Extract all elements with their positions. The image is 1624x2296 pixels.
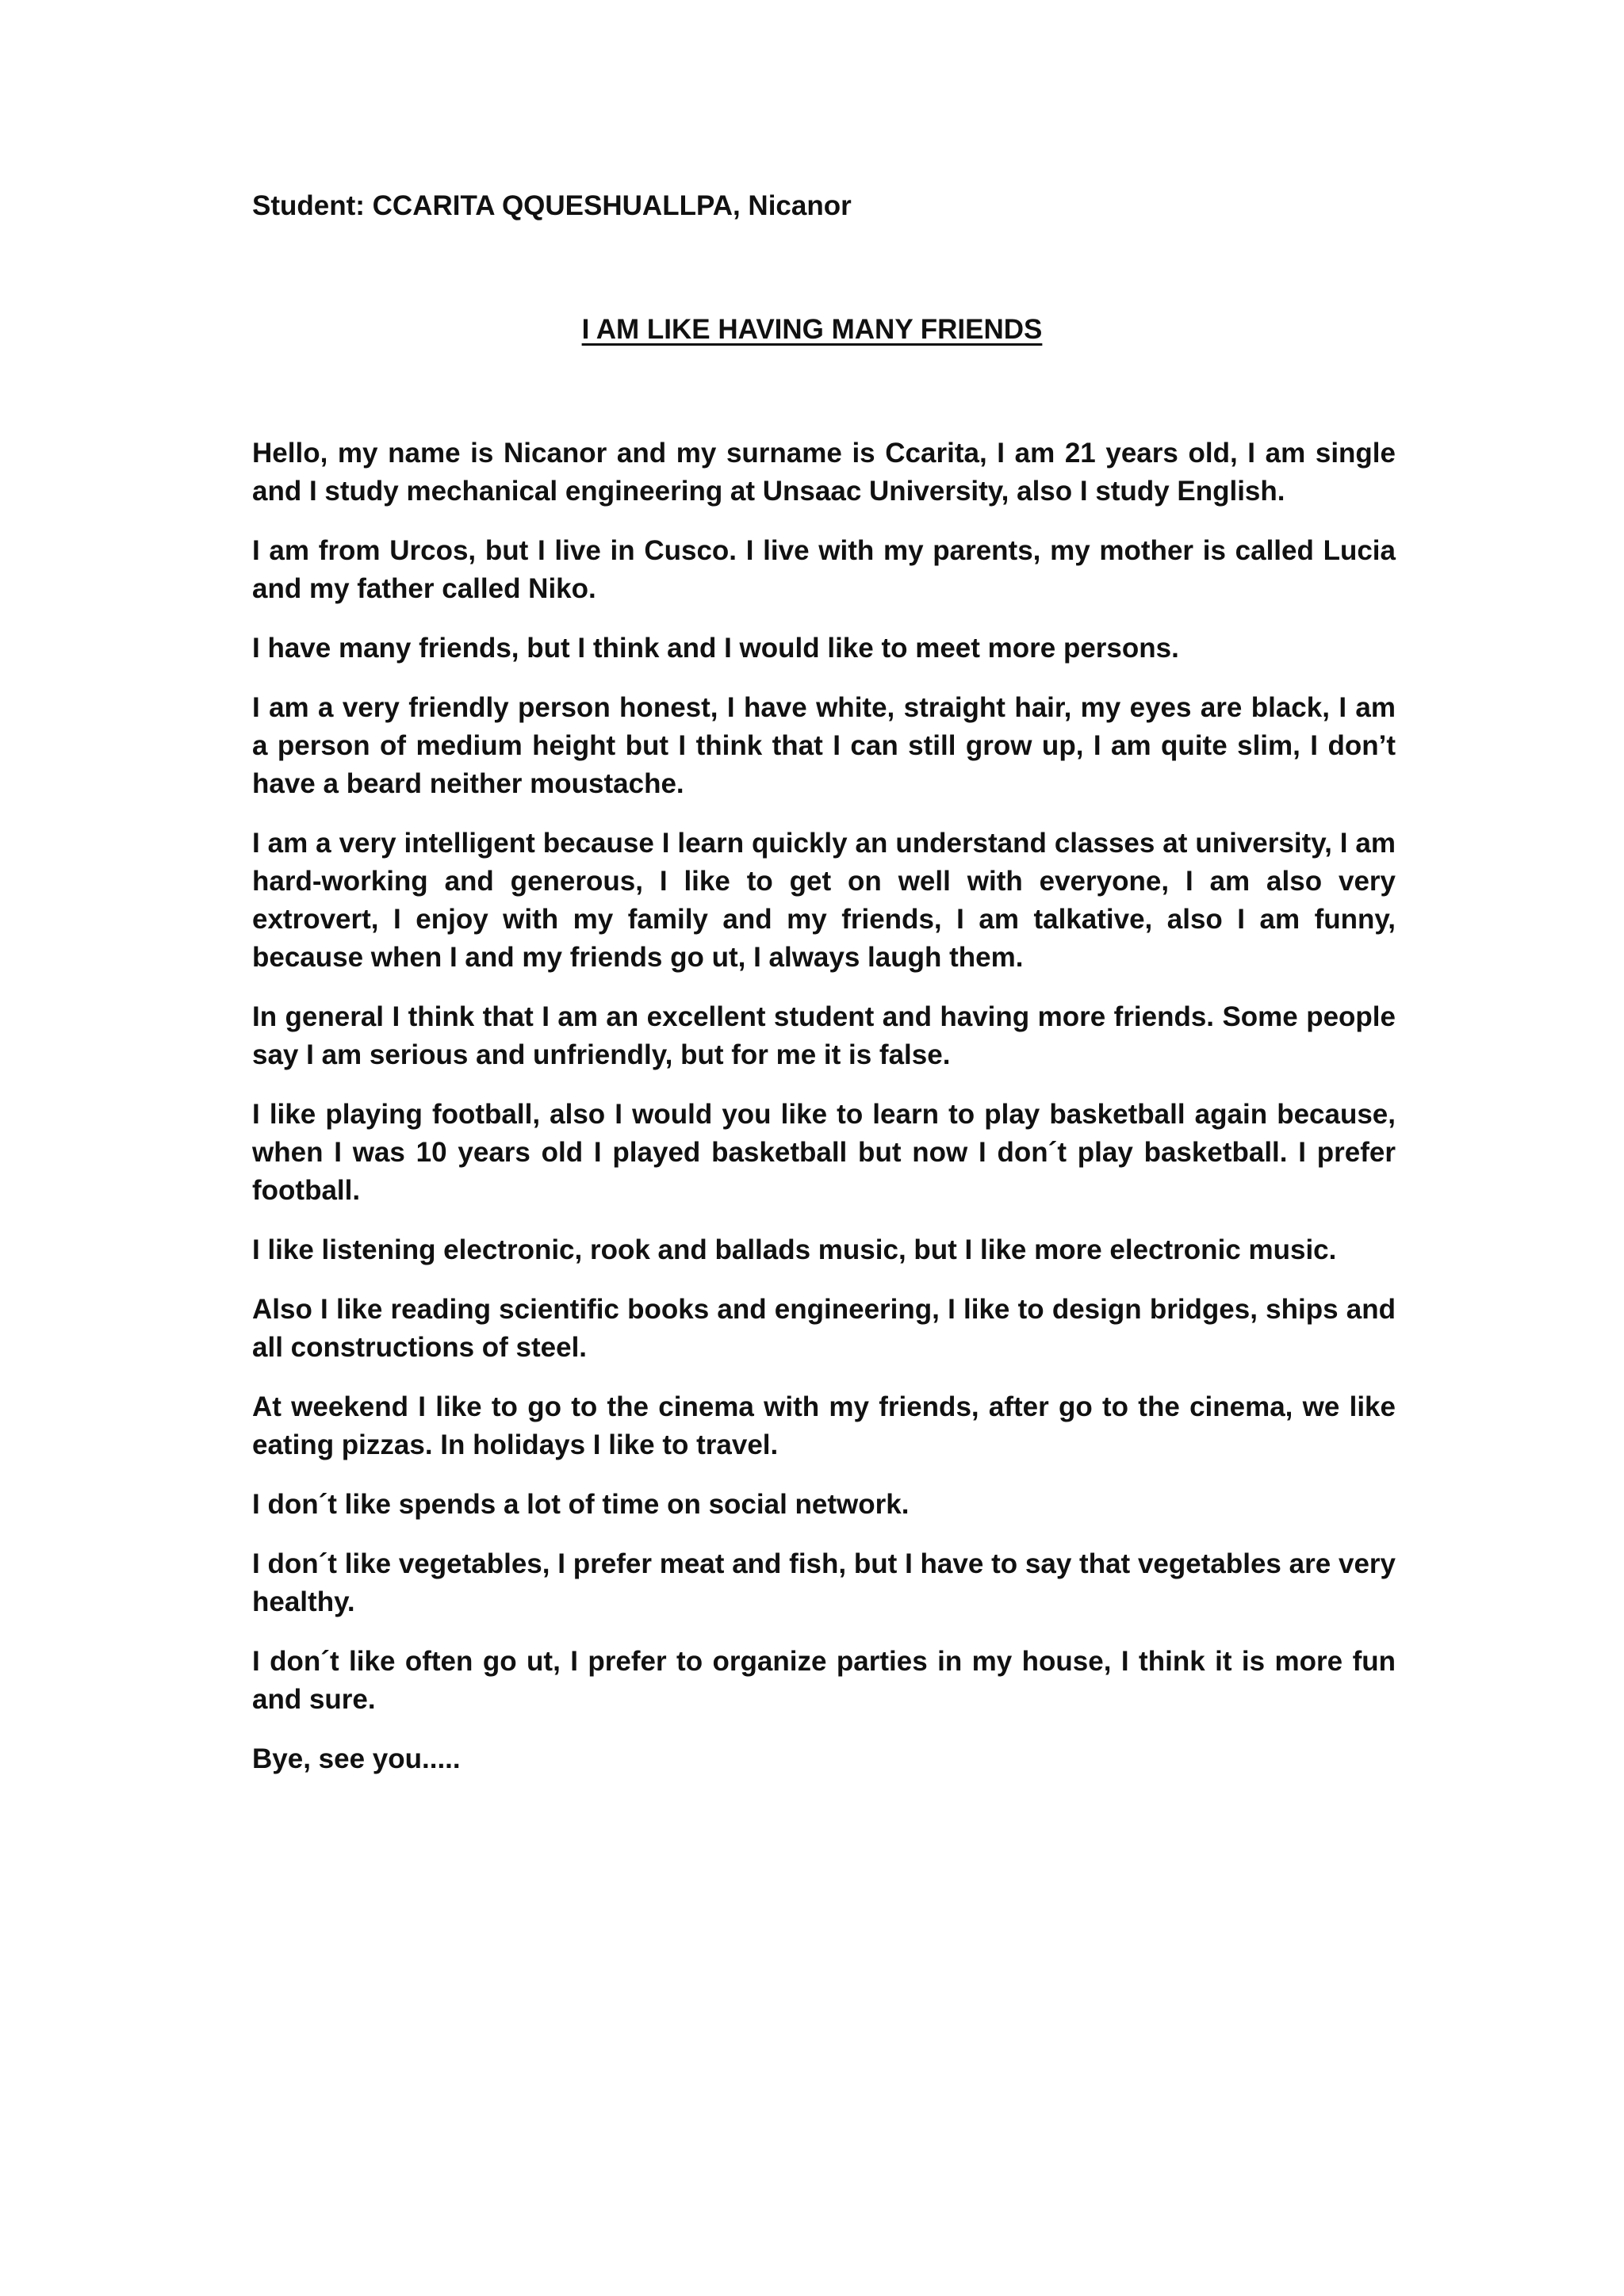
paragraph-sports: I like playing football, also I would you like to learn to play basketball again because, when I was 10 years old I played basketball but now I don´t play basketball. I prefer football.: [252, 1099, 1396, 1206]
paragraph-parties: I don´t like often go ut, I prefer to organize parties in my house, I think it is more fun and sure.: [252, 1646, 1396, 1715]
paragraph-closing: Bye, see you.....: [252, 1743, 461, 1774]
paragraph-personality: I am a very intelligent because I learn quickly an understand classes at university, I am hard-working and generous, I like to get on well with everyone, I am also very extrovert, I enjoy with my family and my friends, I am talkative, also I am funny, because when I and my friends go ut, I always laugh them.: [252, 828, 1396, 973]
document-title: I AM LIKE HAVING MANY FRIENDS: [581, 314, 1043, 345]
paragraph-friends: I have many friends, but I think and I would like to meet more persons.: [252, 633, 1179, 664]
paragraph-social-network: I don´t like spends a lot of time on social network.: [252, 1489, 910, 1520]
paragraph-hometown: I am from Urcos, but I live in Cusco. I live with my parents, my mother is called Lucia and my father called Niko.: [252, 535, 1396, 604]
paragraph-weekend: At weekend I like to go to the cinema with my friends, after go to the cinema, we like eating pizzas. In holidays I like to travel.: [252, 1391, 1396, 1460]
paragraph-opinion: In general I think that I am an excellent student and having more friends. Some people say I am serious and unfriendly, but for me it is false.: [252, 1001, 1396, 1070]
paragraph-music: I like listening electronic, rook and ballads music, but I like more electronic music.: [252, 1234, 1337, 1265]
document-body: [252, 434, 1396, 1800]
paragraph-appearance: I am a very friendly person honest, I have white, straight hair, my eyes are black, I am a person of medium height but I think that I can still grow up, I am quite slim, I don’t have a beard neither moustache.: [252, 692, 1396, 799]
student-name-line: Student: CCARITA QQUESHUALLPA, Nicanor: [252, 190, 852, 221]
paragraph-introduction: Hello, my name is Nicanor and my surname is Ccarita, I am 21 years old, I am single and I study mechanical engineering at Unsaac University, also I study English.: [252, 438, 1396, 507]
paragraph-reading: Also I like reading scientific books and engineering, I like to design bridges, ships and all constructions of steel.: [252, 1294, 1396, 1363]
paragraph-food: I don´t like vegetables, I prefer meat and fish, but I have to say that vegetables are very healthy.: [252, 1548, 1396, 1617]
